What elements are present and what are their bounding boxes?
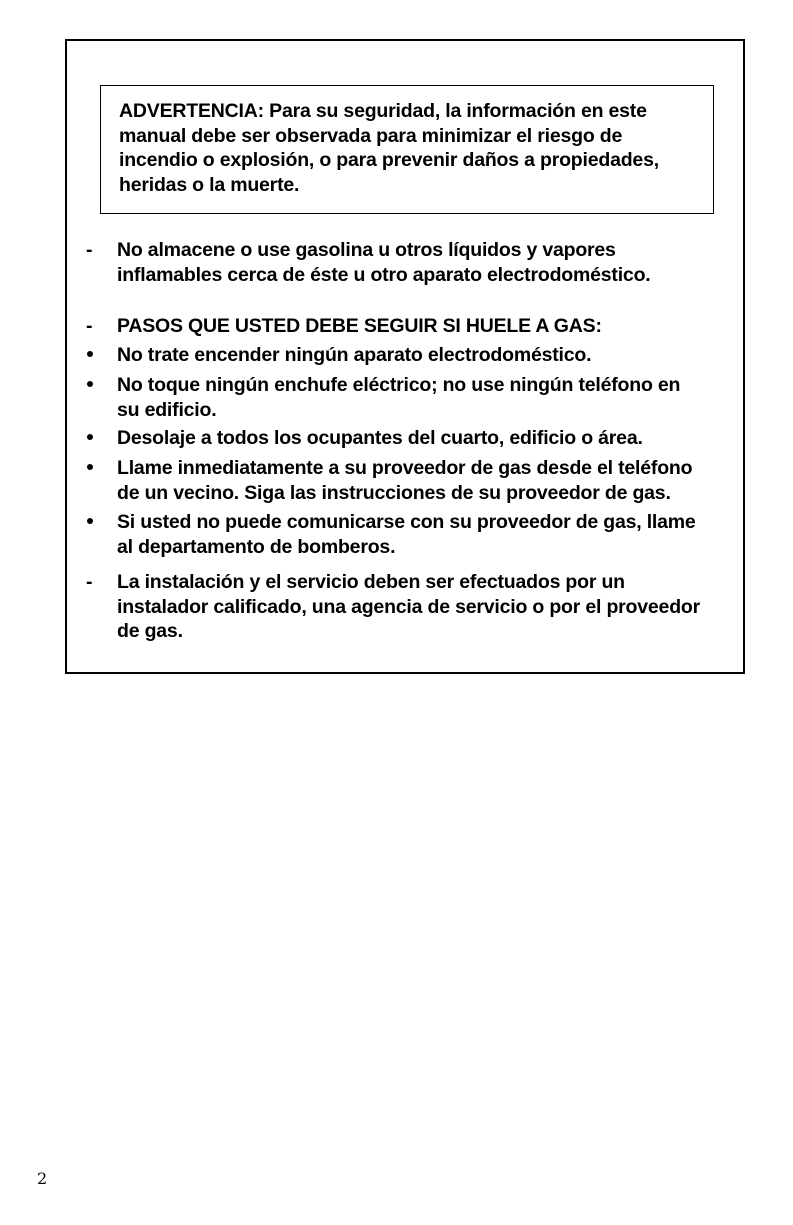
dash-mark: - <box>86 239 93 261</box>
instruction-heading <box>86 314 726 339</box>
dash-mark: - <box>86 315 93 337</box>
instruction-line: No trate encender ningún aparato electrodoméstico. <box>117 344 592 366</box>
warning-line: manual debe ser observada para minimizar el riesgo de <box>119 124 623 147</box>
bullet-icon <box>86 426 106 451</box>
dash-mark: - <box>86 571 93 593</box>
instruction-line: La instalación y el servicio deben ser efectuados por un <box>117 571 625 593</box>
instruction-line: Desolaje a todos los ocupantes del cuarto, edificio o área. <box>117 427 643 449</box>
warning-line: heridas o la muerte. <box>119 173 300 196</box>
instruction-item <box>86 238 726 287</box>
warning-line: ADVERTENCIA: Para su seguridad, la información en este <box>119 100 647 122</box>
instruction-line: al departamento de bomberos. <box>117 535 396 558</box>
warning-line: incendio o explosión, o para prevenir daños a propiedades, <box>119 149 659 171</box>
instruction-item <box>86 570 726 644</box>
instruction-line: su edificio. <box>117 398 217 421</box>
instruction-line: instalador calificado, una agencia de servicio o por el proveedor <box>117 595 701 618</box>
instruction-line: No toque ningún enchufe eléctrico; no use ningún teléfono en <box>117 374 681 396</box>
bullet-icon <box>86 456 106 481</box>
bullet-icon <box>86 373 106 398</box>
instruction-item <box>86 373 726 422</box>
instruction-line: de gas. <box>117 620 183 642</box>
instruction-line: de un vecino. Siga las instrucciones de su proveedor de gas. <box>117 481 671 504</box>
instruction-line: PASOS QUE USTED DEBE SEGUIR SI HUELE A GAS: <box>117 315 602 337</box>
instruction-item <box>86 456 726 505</box>
instruction-line: No almacene o use gasolina u otros líquidos y vapores <box>117 239 616 261</box>
instruction-item <box>86 510 726 559</box>
bullet-icon <box>86 510 106 535</box>
instruction-item <box>86 426 726 451</box>
page-number: 2 <box>37 1169 48 1188</box>
instruction-item <box>86 343 726 368</box>
instruction-line: Si usted no puede comunicarse con su proveedor de gas, llame <box>117 511 696 533</box>
warning-box <box>100 85 714 214</box>
bullet-icon <box>86 343 106 368</box>
instruction-line: Llame inmediatamente a su proveedor de gas desde el teléfono <box>117 457 693 479</box>
instruction-line: inflamables cerca de éste u otro aparato electrodoméstico. <box>117 263 651 286</box>
